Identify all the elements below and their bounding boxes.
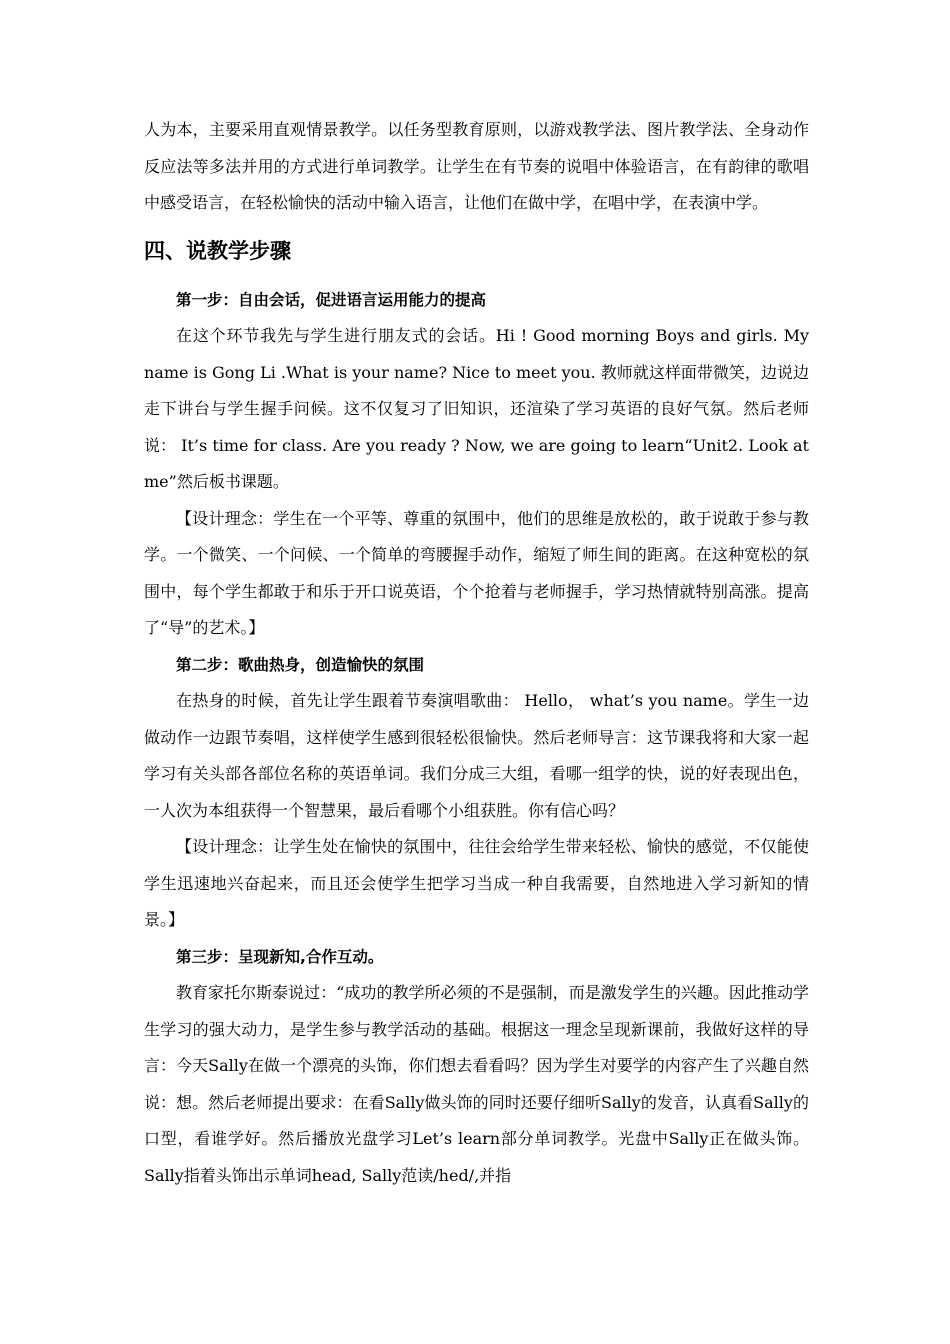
- step2-design-note: 【设计理念：让学生处在愉快的氛围中，往往会给学生带来轻松、愉快的感觉，不仅能使学生迅速地兴奋起来，而且还会使学生把学习当成一种自我需要，自然地进入学习新知的情景。】: [144, 837, 809, 929]
- step1-design-note: 【设计理念：学生在一个平等、尊重的氛围中，他们的思维是放松的，敢于说敢于参与教学。一个微笑、一个问候、一个简单的弯腰握手动作，缩短了师生间的距离。在这种宽松的氛围中，每个学生都敢于和乐于开口说英语，个个抢着与老师握手，学习热情就特别高涨。提高了“导”的艺术。】: [144, 508, 809, 637]
- step2-heading: 第二步：歌曲热身，创造愉快的氛围: [176, 655, 425, 674]
- step3-body: 教育家托尔斯泰说过：“成功的教学所必须的不是强制，而是激发学生的兴趣。因此推动学生学习的强大动力，是学生参与教学活动的基础。根据这一理念呈现新课前，我做好这样的导言：今天Sally在做一个漂亮的头饰，你们想去看看吗？因为学生对要学的内容产生了兴趣自然说：想。然后老师提出要求：在看Sally做头饰的同时还要仔细听Sally的发音，认真看Sally的口型，看谁学好。然后播放光盘学习Let’s learn部分单词教学。光盘中Sally正在做头饰。Sally指着头饰出示单词head, Sally范读/hed/,并指: [144, 983, 809, 1185]
- step2-body: 在热身的时候，首先让学生跟着节奏演唱歌曲： Hello， what’s you name。学生一边做动作一边跟节奏唱，这样使学生感到很轻松很愉快。然后老师导言：这节课我将和大家一起学习有关头部各部位名称的英语单词。我们分成三大组，看哪一组学的快，说的好表现出色，一人次为本组获得一个智慧果，最后看哪个小组获胜。你有信心吗？: [144, 691, 809, 820]
- step1-heading: 第一步：自由会话，促进语言运用能力的提高: [176, 290, 487, 309]
- document-page: [144, 112, 809, 1194]
- intro-paragraph: 人为本，主要采用直观情景教学。以任务型教育原则，以游戏教学法、图片教学法、全身动作反应法等多法并用的方式进行单词教学。让学生在有节奏的说唱中体验语言，在有韵律的歌唱中感受语言，在轻松愉快的活动中输入语言，让他们在做中学，在唱中学，在表演中学。: [144, 120, 809, 212]
- section-heading: 四、说教学步骤: [144, 238, 291, 263]
- step3-heading: 第三步：呈现新知,合作互动。: [176, 947, 384, 966]
- step1-body: 在这个环节我先与学生进行朋友式的会话。Hi ! Good morning Boys and girls. My name is Gong Li .What is your name? Nice to meet you. 教师就这样面带微笑，边说边走下讲台与学生握手问候。这不仅复习了旧知识，还渲染了学习英语的良好气氛。然后老师说： It’s time for class. Are you ready ? Now, we are going to learn“Unit2. Look at me”然后板书课题。: [144, 326, 809, 491]
